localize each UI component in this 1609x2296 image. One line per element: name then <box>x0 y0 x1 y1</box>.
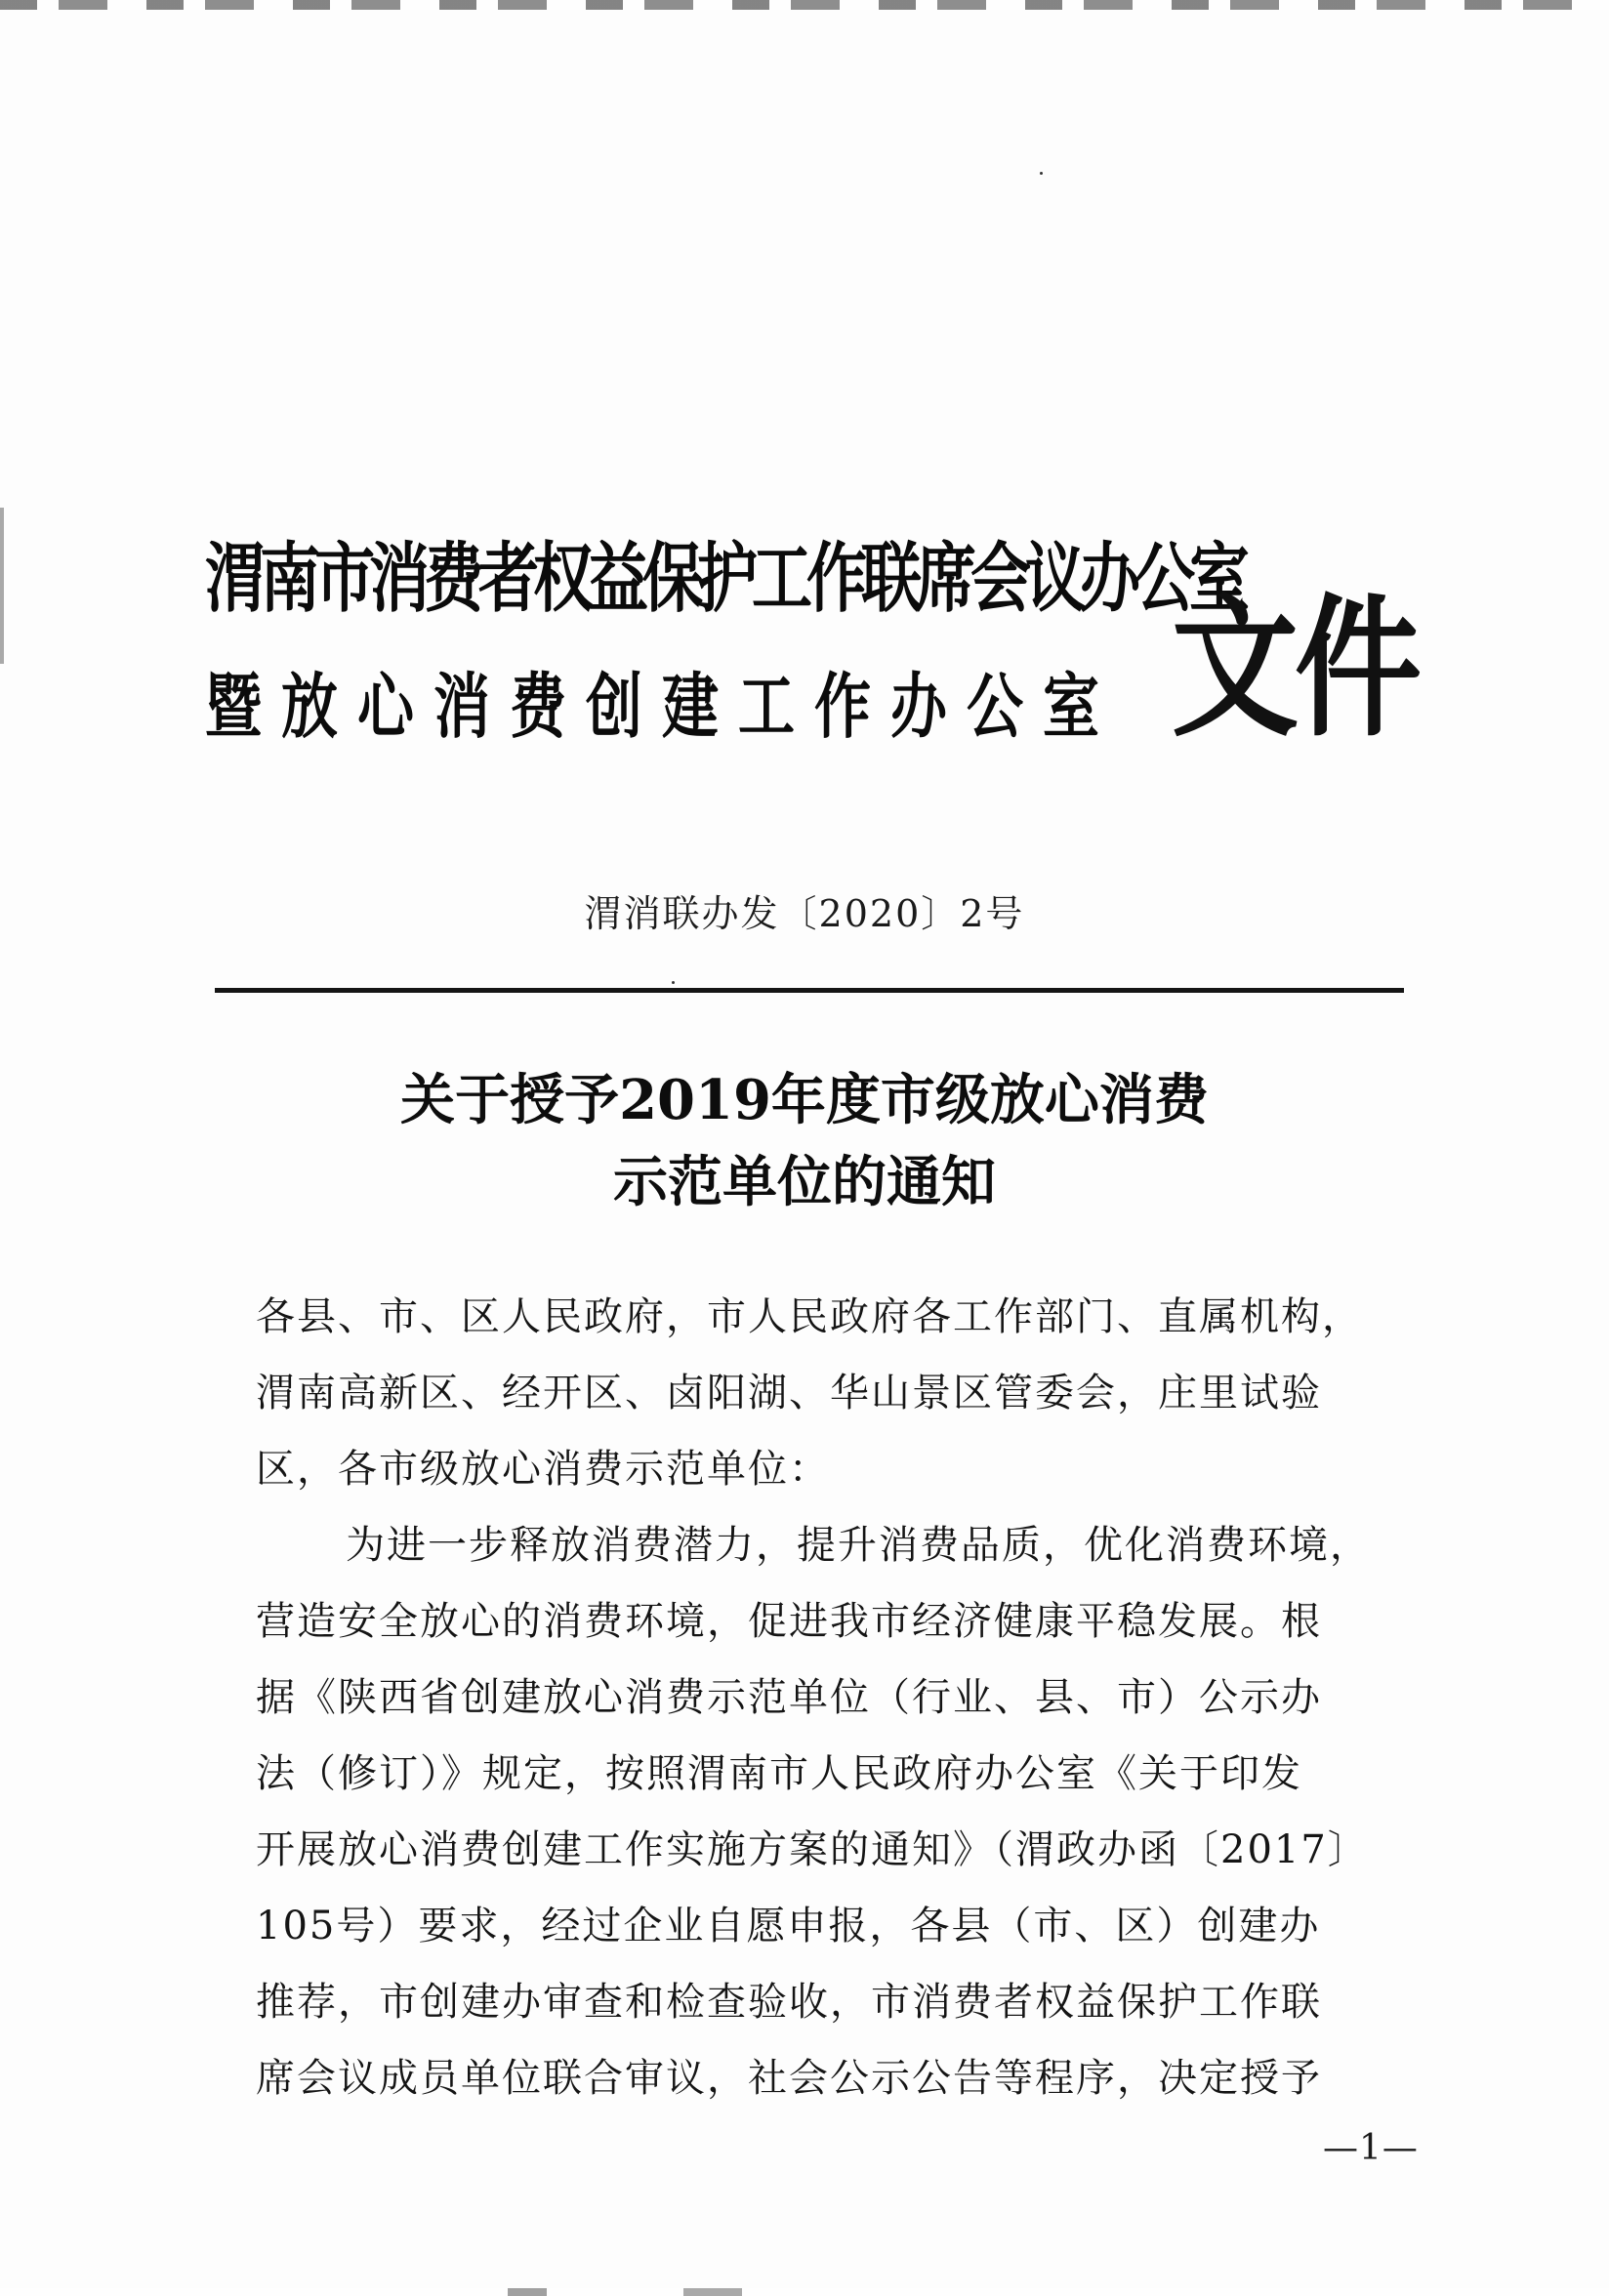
document-body <box>256 1279 1379 2116</box>
body-line: 105号）要求，经过企业自愿申报，各县（市、区）创建办 <box>256 1904 1321 1948</box>
body-line: 法（修订）》规定，按照渭南市人民政府办公室《关于印发 <box>256 1751 1302 1796</box>
title-line-2: 示范单位的通知 <box>613 1150 996 1214</box>
body-line: 推荐，市创建办审查和检查验收，市消费者权益保护工作联 <box>256 1980 1322 2025</box>
body-line: 席会议成员单位联合审议，社会公示公告等程序，决定授予 <box>256 2056 1322 2101</box>
body-line: 营造安全放心的消费环境，促进我市经济健康平稳发展。根 <box>256 1599 1322 1644</box>
issuing-office-line-2: 暨放心消费创建工作办公室 <box>205 665 1120 749</box>
document-label: 文件 <box>1172 579 1419 758</box>
scan-edge-left <box>0 508 4 664</box>
body-line: 各县、市、区人民政府，市人民政府各工作部门、直属机构， <box>256 1294 1363 1339</box>
page-number: —1— <box>1323 2128 1419 2168</box>
scan-edge-bottom <box>0 2288 1609 2296</box>
issuing-office-line-1: 渭南市消费者权益保护工作联席会议办公室 <box>205 533 1245 623</box>
body-line: 开展放心消费创建工作实施方案的通知》（渭政办函〔2017〕 <box>256 1827 1369 1872</box>
title-line-1: 关于授予2019年度市级放心消费 <box>400 1068 1209 1132</box>
body-line: 为进一步释放消费潜力，提升消费品质，优化消费环境， <box>346 1523 1371 1568</box>
scan-speck <box>1040 172 1043 175</box>
document-title <box>0 1059 1609 1223</box>
scan-edge-top <box>0 0 1609 10</box>
document-number: 渭消联办发〔2020〕2号 <box>584 892 1025 935</box>
scan-speck <box>672 981 675 984</box>
body-line: 渭南高新区、经开区、卤阳湖、华山景区管委会，庄里试验 <box>256 1371 1322 1415</box>
body-line: 据《陕西省创建放心消费示范单位（行业、县、市）公示办 <box>256 1675 1322 1720</box>
body-line: 区，各市级放心消费示范单位： <box>256 1447 830 1492</box>
document-header <box>205 508 1419 761</box>
header-divider <box>215 988 1404 993</box>
